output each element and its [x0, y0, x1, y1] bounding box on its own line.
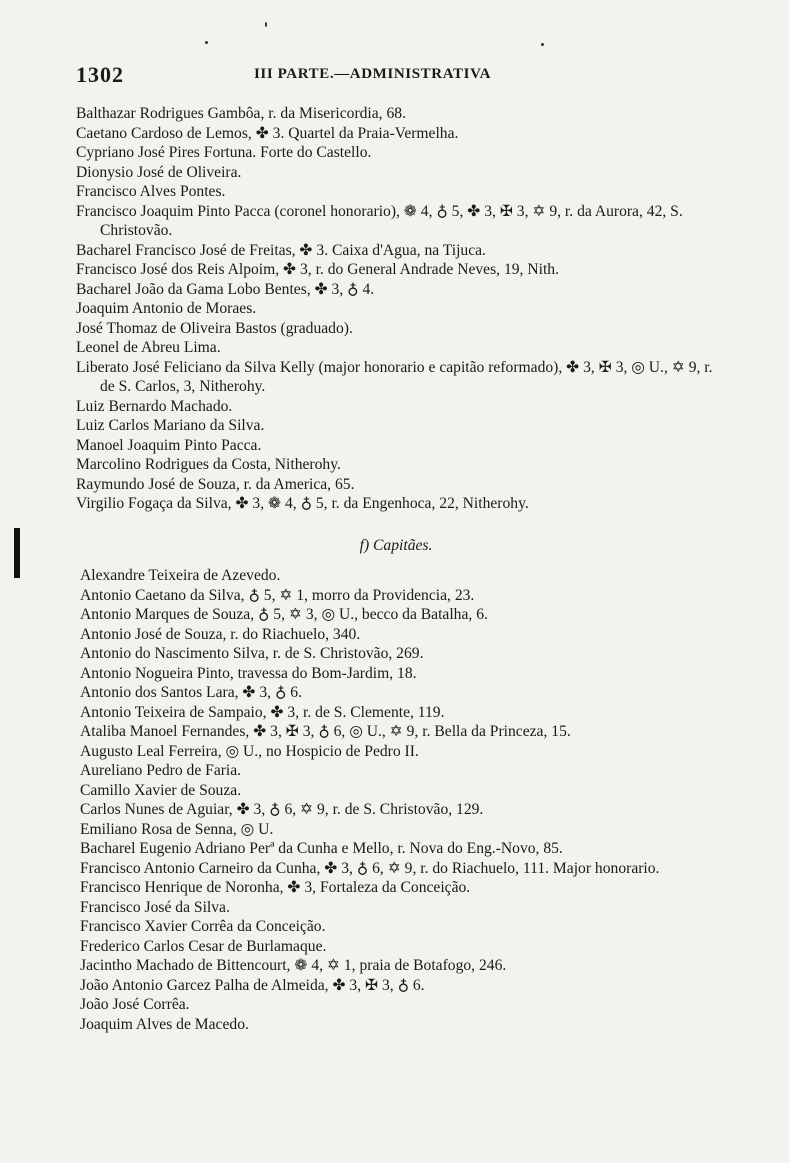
- list-entry: Aureliano Pedro de Faria.: [80, 762, 242, 779]
- list-entry: Ataliba Manoel Fernandes, ✤ 3, ✠ 3, ♁ 6, ◎ U., ✡ 9, r. Bella da Princeza, 15.: [80, 723, 571, 740]
- list-entry: Carlos Nunes de Aguiar, ✤ 3, ♁ 6, ✡ 9, r. de S. Christovão, 129.: [80, 801, 484, 818]
- section-title: f) Capitães.: [359, 537, 433, 554]
- list-entry: Antonio Teixeira de Sampaio, ✤ 3, r. de S. Clemente, 119.: [80, 703, 445, 721]
- list-entry: Antonio dos Santos Lara, ✤ 3, ♁ 6.: [80, 684, 302, 701]
- list-entry: João José Corrêa.: [80, 996, 190, 1013]
- list-entry: Francisco José da Silva.: [80, 898, 230, 916]
- ink-speck: [205, 41, 208, 44]
- list-entry: Alexandre Teixeira de Azevedo.: [80, 567, 281, 584]
- list-entry: Bacharel Francisco José de Freitas, ✤ 3. Caixa d'Agua, na Tijuca.: [76, 241, 486, 259]
- list-entry: Francisco José dos Reis Alpoim, ✤ 3, r. do General Andrade Neves, 19, Nith.: [76, 261, 559, 278]
- list-entry: Luiz Bernardo Machado.: [76, 397, 233, 415]
- list-entry: Cypriano José Pires Fortuna. Forte do Castello.: [76, 144, 372, 161]
- list-entry: Luiz Carlos Mariano da Silva.: [76, 417, 265, 434]
- list-entry: Raymundo José de Souza, r. da America, 65.: [76, 475, 355, 493]
- list-entry: Francisco Henrique de Noronha, ✤ 3, Fortaleza da Conceição.: [80, 879, 471, 896]
- margin-ink-mark: [14, 528, 20, 578]
- list-entry: José Thomaz de Oliveira Bastos (graduado).: [76, 319, 353, 337]
- list-entry: Virgilio Fogaça da Silva, ✤ 3, ❁ 4, ♁ 5, r. da Engenhoca, 22, Nitherohy.: [76, 495, 529, 512]
- entry-list-part1: [76, 104, 716, 514]
- list-entry: Bacharel João da Gama Lobo Bentes, ✤ 3, ♁ 4.: [76, 280, 375, 298]
- list-entry: Liberato José Feliciano da Silva Kelly (major honorario e capitão reformado), ✤ 3, ✠ 3, ◎ U., ✡ 9, r. de S. Carlos, 3, Nitherohy.: [76, 358, 713, 395]
- list-entry: Francisco Antonio Carneiro da Cunha, ✤ 3, ♁ 6, ✡ 9, r. do Riachuelo, 111. Major honorario.: [80, 859, 660, 877]
- list-entry: Augusto Leal Ferreira, ◎ U., no Hospicio de Pedro II.: [80, 742, 419, 760]
- list-entry: Antonio Marques de Souza, ♁ 5, ✡ 3, ◎ U., becco da Batalha, 6.: [80, 606, 488, 623]
- list-entry: Frederico Carlos Cesar de Burlamaque.: [80, 937, 327, 955]
- page-number: 1302: [76, 62, 124, 87]
- list-entry: Dionysio José de Oliveira.: [76, 163, 242, 181]
- list-entry: Camillo Xavier de Souza.: [80, 781, 242, 799]
- list-entry: Jacintho Machado de Bittencourt, ❁ 4, ✡ 1, praia de Botafogo, 246.: [80, 957, 507, 974]
- list-entry: Joaquim Alves de Macedo.: [80, 1015, 249, 1033]
- list-entry: Francisco Xavier Corrêa da Conceição.: [80, 918, 326, 935]
- ink-speck: [541, 43, 544, 46]
- entry-list-part2: [80, 566, 720, 1034]
- list-entry: Antonio Caetano da Silva, ♁ 5, ✡ 1, morro da Providencia, 23.: [80, 586, 475, 604]
- running-title: III PARTE.—ADMINISTRATIVA: [254, 66, 492, 82]
- list-entry: Antonio do Nascimento Silva, r. de S. Christovão, 269.: [80, 645, 424, 662]
- list-entry: Joaquim Antonio de Moraes.: [76, 300, 257, 317]
- list-entry: Antonio José de Souza, r. do Riachuelo, 340.: [80, 625, 361, 643]
- list-entry: Antonio Nogueira Pinto, travessa do Bom-Jardim, 18.: [80, 664, 417, 682]
- list-entry: João Antonio Garcez Palha de Almeida, ✤ 3, ✠ 3, ♁ 6.: [80, 976, 425, 994]
- list-entry: Manoel Joaquim Pinto Pacca.: [76, 436, 262, 454]
- list-entry: Marcolino Rodrigues da Costa, Nitherohy.: [76, 456, 341, 473]
- list-entry: Bacharel Eugenio Adriano Perª da Cunha e Mello, r. Nova do Eng.-Novo, 85.: [80, 840, 563, 857]
- list-entry: Emiliano Rosa de Senna, ◎ U.: [80, 820, 274, 838]
- list-entry: Caetano Cardoso de Lemos, ✤ 3. Quartel da Praia-Vermelha.: [76, 124, 459, 142]
- page-header: [76, 62, 716, 92]
- list-entry: Francisco Alves Pontes.: [76, 183, 226, 200]
- list-entry: Leonel de Abreu Lima.: [76, 339, 221, 356]
- list-entry: Francisco Joaquim Pinto Pacca (coronel honorario), ❁ 4, ♁ 5, ✤ 3, ✠ 3, ✡ 9, r. da Aurora, 42, S. Christovão.: [76, 202, 683, 239]
- list-entry: Balthazar Rodrigues Gambôa, r. da Misericordia, 68.: [76, 105, 406, 122]
- ink-speck: [265, 22, 267, 27]
